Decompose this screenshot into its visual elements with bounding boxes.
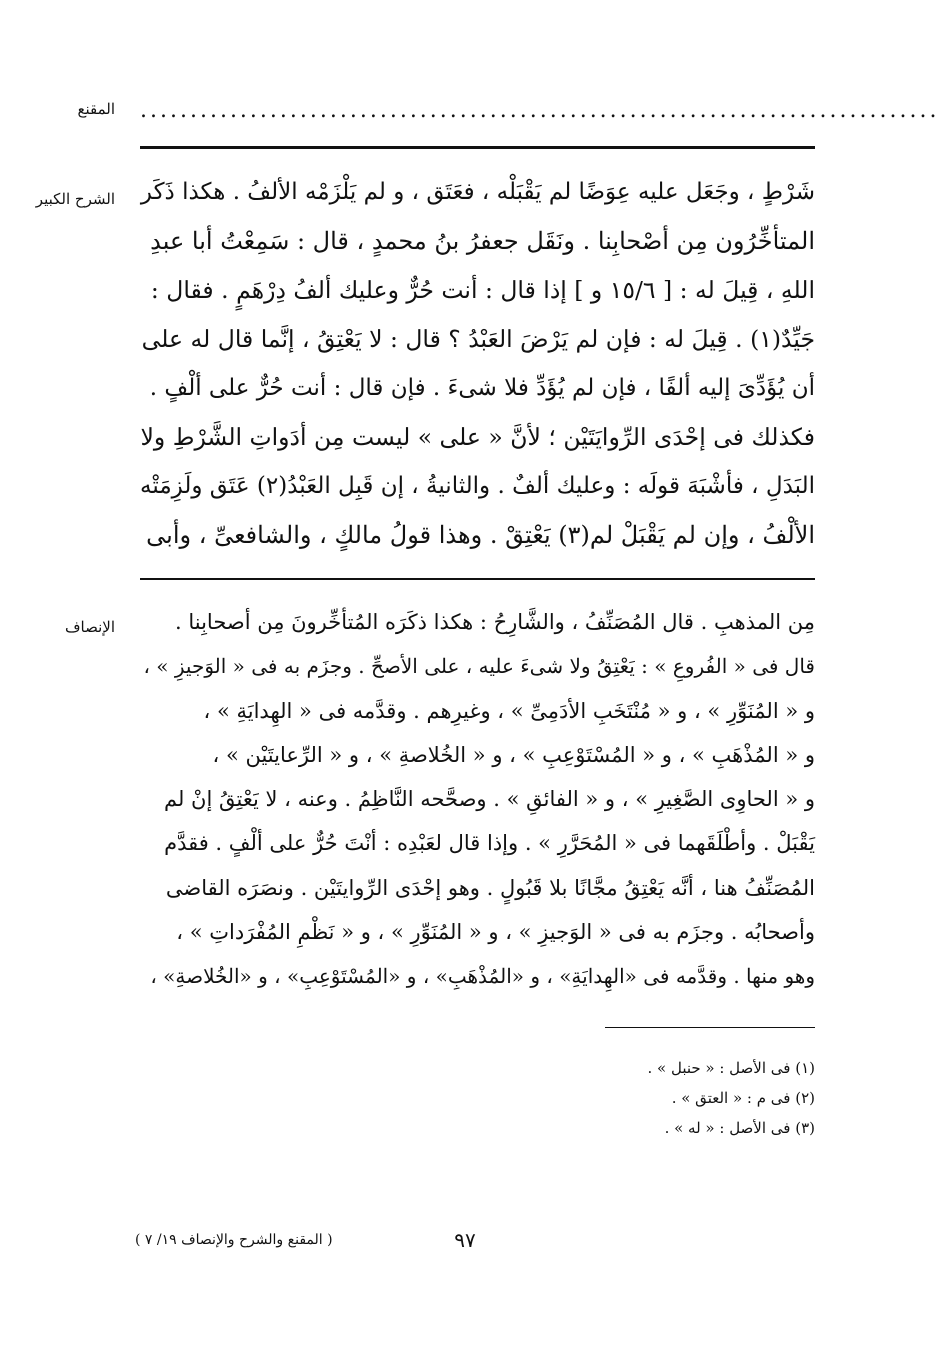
section-label-insaf: الإنصاف	[64, 618, 115, 636]
sharh-line: شَرْطٍ ، وجَعَل عليه عِوَضًا لم يَقْبَلْه ، فعَتَق ، و لم يَلْزَمْه الألفُ . هكذا ذَكَر	[140, 179, 815, 205]
section-divider	[140, 578, 815, 580]
footnote: (٣) فى الأصل : « له » .	[664, 1119, 815, 1137]
footnote-rule	[605, 1027, 815, 1028]
sharh-line: اللهِ ، قِيلَ له : [ ١٥/٦ و ] إذا قال : أنت حُرٌّ وعليك ألفُ دِرْهَمٍ . فقال :	[150, 276, 815, 304]
sharh-line: أن يُؤَدِّىَ إليه ألفًا ، فإن لم يُؤَدِّ فلا شىءَ . فإن قال : أنت حُرٌّ على ألْفٍ .	[149, 375, 815, 401]
insaf-line: و « المُذْهَبِ » ، و « المُسْتَوْعِبِ » ، و « الخُلاصةِ » ، و « الرِّعايتَيْن » ،	[212, 742, 815, 767]
footnote: (١) فى الأصل : « حنبل » .	[647, 1059, 815, 1077]
insaf-text-block	[140, 600, 815, 999]
insaf-line: المُصَنِّفُ هنا ، أنَّه يَعْتِقُ مجَّانًا بلا قَبُولٍ . وهو إحْدَى الرِّوايتَيْن . ونصَرَه القاضى	[165, 875, 815, 900]
sharh-text-block	[140, 168, 815, 560]
insaf-line: قال فى « الفُروعِ » : يَعْتِقُ ولا شىءَ عليه ، على الأصحِّ . وجزَم به فى « الوَجيزِ » ،	[143, 654, 815, 679]
insaf-line: مِن المذهبِ . قال المُصَنِّفُ ، والشَّارِحُ : هكذا ذكَرَه المُتأخِّرونَ مِن أصحابِنا .	[174, 610, 815, 634]
running-title: المقنع	[77, 100, 115, 118]
sharh-line: فكذلك فى إحْدَى الرِّوايَتَيْن ؛ لأنَّ « على » ليست مِن أدَواتِ الشَّرْطِ ولا	[140, 423, 815, 451]
sharh-line: جَيِّدٌ(١) . قِيلَ له : فإن لم يَرْضَ العَبْدُ ؟ قال : لا يَعْتِقُ ، إنَّما قال له على	[141, 325, 815, 353]
footnotes	[505, 1053, 815, 1143]
sharh-line: الألْفُ ، وإن لم يَقْبَلْ لم(٣) يَعْتِقْ . وهذا قولُ مالكٍ ، والشافعىِّ ، وأبى	[146, 521, 815, 549]
header-dotted-line: ................................................................................	[140, 98, 939, 123]
insaf-line: يَقْبَلْ . وأطْلَقَهما فى « المُحَرَّرِ » . وإذا قال لعَبْدِه : أنْتَ حُرٌّ على ألْفٍ . فقدَّم	[164, 831, 815, 856]
sharh-line: المتأخِّرُون مِن أصْحابِنا . ونَقَل جعفرُ بنُ محمدٍ ، قال : سَمِعْتُ أبا عبدِ	[150, 227, 815, 255]
insaf-line: و « المُنَوِّرِ » ، و « مُنْتَخَبِ الأدَمِىِّ » ، وغيرِهم . وقدَّمه فى « الهِدايَةِ » ،	[203, 698, 815, 723]
insaf-line: و « الحاوِى الصَّغِيرِ » ، و « الفائقِ » . وصحَّحه النَّاظِمُ . وعنه ، لا يَعْتِقُ إنْ لم	[164, 787, 815, 812]
footnote: (٢) فى م : « العتق » .	[671, 1089, 815, 1107]
source-reference: ( المقنع والشرح والإنصاف ١٩/ ٧ )	[135, 1232, 333, 1248]
insaf-line: وهو منها . وقدَّمه فى «الهِدايَةِ» ، و «المُذْهَبِ» ، و «المُسْتَوْعِبِ» ، و «الخُلاصةِ» ،	[150, 964, 815, 989]
insaf-line: وأصحابُه . وجزَم به فى « الوَجيزِ » ، و « المُنَوِّرِ » ، و « نَظْمِ المُفْرَداتِ » ،	[176, 920, 815, 945]
sharh-line: البَدَلِ ، فأشْبَهَ قولَه : وعليك ألفٌ . والثانيةُ ، إن قَبِل العَبْدُ(٢) عَتَق ولَزِمَتْه	[140, 473, 815, 499]
header-rule	[140, 146, 815, 149]
page-number: ٩٧	[454, 1228, 476, 1252]
section-label-sharh: الشرح الكبير	[35, 190, 115, 208]
